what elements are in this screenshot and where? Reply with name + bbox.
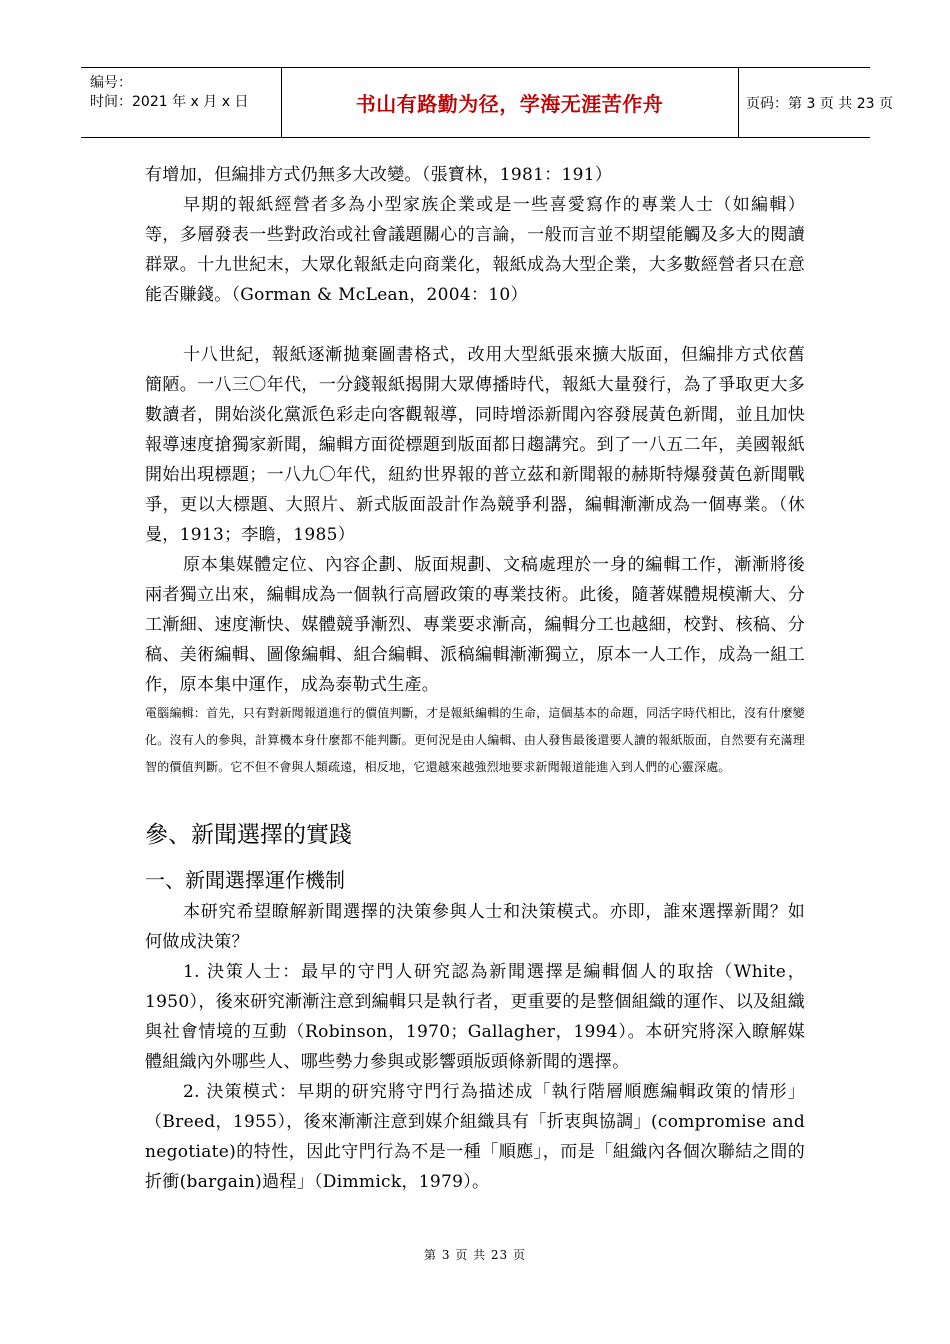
page-footer: 第 3 页 共 23 页 xyxy=(424,1248,526,1262)
paragraph-computer-editing: 電腦編輯：首先，只有對新聞報道進行的價值判斷，才是報紙編輯的生命，這個基本的命題，同活字時代相比，沒有什麼變化。沒有人的參與，計算機本身什麼都不能判斷。更何況是由人編輯、由人發售最後還要人讀的報紙版面，自然要有充滿理智的價值判斷。它不但不會與人類疏遠，相反地，它還越來越強烈地要求新聞報道能進入到人們的心靈深處。 xyxy=(145,706,805,774)
header-page-number: 页码：第 3 页 共 23 页 xyxy=(746,95,893,112)
document-body xyxy=(145,160,805,1197)
header-page-cell xyxy=(738,68,893,137)
header-motto: 书山有路勤为径，学海无涯苦作舟 xyxy=(355,92,664,116)
paragraph-early-newspapers: 早期的報紙經營者多為小型家族企業或是一些喜愛寫作的專業人士（如編輯）等，多層發表一些對政治或社會議題關心的言論，一般而言並不期望能觸及多大的閱讀群眾。十九世紀末，大眾化報紙走向商業化，報紙成為大型企業，大多數經營者只在意能否賺錢。（Gorman & McLean，2004：10） xyxy=(145,195,805,305)
subsection-title: 一、新聞選擇運作機制 xyxy=(145,868,345,892)
paragraph-editing-specialization: 原本集媒體定位、內容企劃、版面規劃、文稿處理於一身的編輯工作，漸漸將後兩者獨立出來，編輯成為一個執行高層政策的專業技術。此後，隨著媒體規模漸大、分工漸細、速度漸快、媒體競爭漸烈、專業要求漸高，編輯分工也越細，校對、核稿、分稿、美術編輯、圖像編輯、組合編輯、派稿編輯漸漸獨立，原本一人工作，成為一組工作，原本集中運作，成為泰勒式生產。 xyxy=(145,555,805,695)
header-info-cell xyxy=(81,68,282,137)
header-date: 时间：2021 年 x 月 x 日 xyxy=(90,94,249,110)
section-title: 參、新聞選擇的實踐 xyxy=(145,822,352,848)
paragraph-decision-model: 2. 決策模式：早期的研究將守門行為描述成「執行階層順應編輯政策的情形」（Breed，1955），後來漸漸注意到媒介組織具有「折衷與協調」(compromise and negotiate)的特性，因此守門行為不是一種「順應」，而是「組織內各個次聯結之間的折衝(bargain)過程」（Dimmick，1979）。 xyxy=(145,1082,805,1192)
header-table xyxy=(81,67,893,138)
paragraph-decision-makers: 1. 決策人士：最早的守門人研究認為新聞選擇是編輯個人的取捨（White，1950），後來研究漸漸注意到編輯只是執行者，更重要的是整個組織的運作、以及組織與社會情境的互動（Robinson，1970；Gallagher，1994）。本研究將深入瞭解媒體組織內外哪些人、哪些勢力參與或影響頭版頭條新聞的選擇。 xyxy=(145,962,805,1072)
paragraph-continued: 有增加，但編排方式仍無多大改變。（張寶林，1981：191） xyxy=(145,165,613,185)
header-motto-cell xyxy=(281,68,739,137)
paragraph-gap xyxy=(145,310,805,340)
header-number: 编号： xyxy=(90,75,132,91)
paragraph-research-aim: 本研究希望瞭解新聞選擇的決策參與人士和決策模式。亦即，誰來選擇新聞？如何做成決策？ xyxy=(145,902,805,952)
paragraph-18th-century: 十八世紀，報紙逐漸拋棄圖書格式，改用大型紙張來擴大版面，但編排方式依舊簡陋。一八三〇年代，一分錢報紙揭開大眾傳播時代，報紙大量發行，為了爭取更大多數讀者，開始淡化黨派色彩走向客觀報導，同時增添新聞內容發展黃色新聞，並且加快報導速度搶獨家新聞，編輯方面從標題到版面都日趨講究。到了一八五二年，美國報紙開始出現標題；一八九〇年代，紐約世界報的普立茲和新聞報的赫斯特爆發黃色新聞戰爭，更以大標題、大照片、新式版面設計作為競爭利器，編輯漸漸成為一個專業。（休曼，1913；李瞻，1985） xyxy=(145,345,805,545)
